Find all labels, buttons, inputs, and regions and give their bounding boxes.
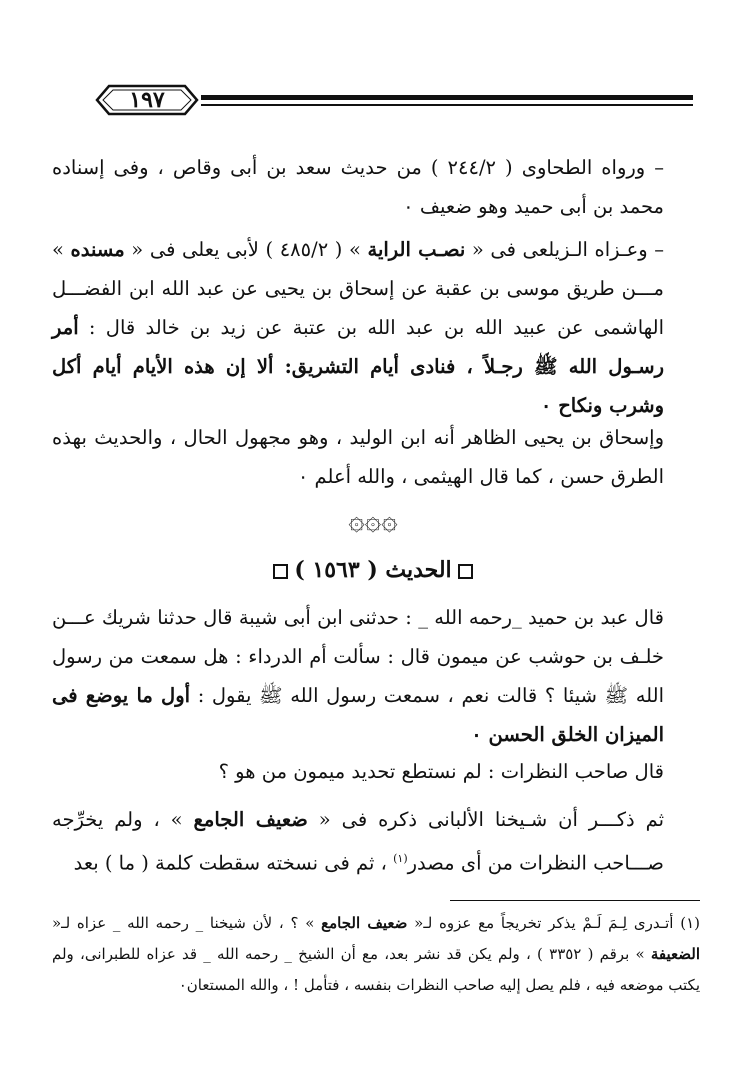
footnote-1 [52, 908, 700, 1001]
paragraph-tahawi [52, 148, 700, 226]
page-header [95, 82, 695, 118]
header-rule-thin [201, 104, 693, 106]
page-number: ١٩٧ [129, 87, 165, 113]
section-divider-ornament-icon: ۞۞۞ [348, 503, 398, 536]
text-run: قال عبد بن حميد _رحمه الله _ : حدثنى ابن أبى شيبة قال حدثنا شريك عـــن خلـف بن حوشب عن ميمون قال : سألت أم الدرداء : هل سمعت من رسول الله ﷺ شيئا ؟ قالت نعم ، سمعت رسول الله ﷺ يقول : [52, 606, 664, 707]
hadith-text: أول ما يوضع فى الميزان الخلق الحسن ٠ [52, 684, 664, 746]
footnote-section [52, 908, 700, 1001]
paragraph-albani [52, 800, 700, 883]
paragraph-zaylai [52, 230, 700, 425]
text-run: (١) أتـدرى لِـمَ لَـمْ يذكر تخريجاً مع عزوه لـ« [407, 914, 700, 932]
text-run: ، ثم فى نسخته سقطت كلمة ( ما ) بعد [73, 851, 394, 875]
hadith-text: أمر رسـول الله ﷺ رجـلاً ، فنادى أيام التشريق: ألا إن هذه الأيام أيام أكل وشرب ونكاح ٠ [52, 316, 664, 417]
paragraph-text [52, 230, 700, 425]
paragraph-text [52, 598, 700, 754]
paragraph-text: وإسحاق بن يحيى الظاهر أنه ابن الوليد ، وهو مجهول الحال ، والحديث بهذه الطرق حسن ، كما قال الهيثمى ، والله أعلم ٠ [52, 426, 664, 488]
paragraph-text: قال صاحب النظرات : لم نستطع تحديد ميمون من هو ؟ [218, 760, 664, 783]
hadith-heading [0, 552, 746, 588]
text-run: – وعـزاه الـزيلعى فى « [465, 238, 665, 261]
footnote-marker: (١) [393, 852, 408, 865]
paragraph-text: – ورواه الطحاوى ( ٢٤٤/٢ ) من حديث سعد بن أبى وقاص ، وفى إسناده محمد بن أبى حميد وهو ضعيف ٠ [52, 156, 664, 218]
hadith-heading-text: الحديث ( ١٥٦٣ ) [294, 557, 452, 583]
text-run: » ( ٤٨٥/٢ ) لأبى يعلى فى « [124, 238, 368, 261]
book-title-musnad: مسنده [70, 238, 125, 261]
paragraph-nazarat [52, 752, 700, 791]
footnote-separator [450, 900, 700, 901]
text-run: » ؟ ، لأن شيخنا _ رحمه الله _ عزاه لـ« [52, 914, 322, 932]
text-run: » برقم ( ٣٣٥٢ ) ، ولم يكن قد نشر بعد، مع أن الشيخ _ رحمه الله _ قد عزاه للطبرانى، ولم يكتب موضعه فيه ، فلم يصل إليه صاحب النظرات بنفسه ، فتأمل ! ، والله المستعان٠ [52, 945, 700, 994]
page-number-badge [95, 84, 199, 116]
header-rule-thick [201, 95, 693, 100]
text-run: ثم ذكـــر أن شـيخنا الألبانى ذكره فى « [307, 808, 664, 831]
square-bullet-icon [273, 564, 288, 579]
book-title-daif-al-jami: ضعيف الجامع [321, 914, 408, 932]
paragraph-text [52, 800, 700, 883]
paragraph-abd-bin-humaid [52, 598, 700, 754]
paragraph-ishaq [52, 418, 700, 496]
book-title-al-daifa: الضعيفة [650, 945, 701, 963]
square-bullet-icon [458, 564, 473, 579]
book-title-daif-al-jami: ضعيف الجامع [193, 808, 308, 831]
text-run: » ، ولم يخرِّجه صـــاحب النظرات من أى مصدر [52, 808, 664, 875]
text-run: » مـــن طريق موسى بن عقبة عن إسحاق بن يحيى عن عبد الله ابن الفضـــل الهاشمى عن عبيد الله بن عبد الله بن عتبة عن زيد بن خالد قال : [52, 238, 664, 339]
book-title-nasb-al-raya: نصـب الراية [367, 238, 466, 261]
